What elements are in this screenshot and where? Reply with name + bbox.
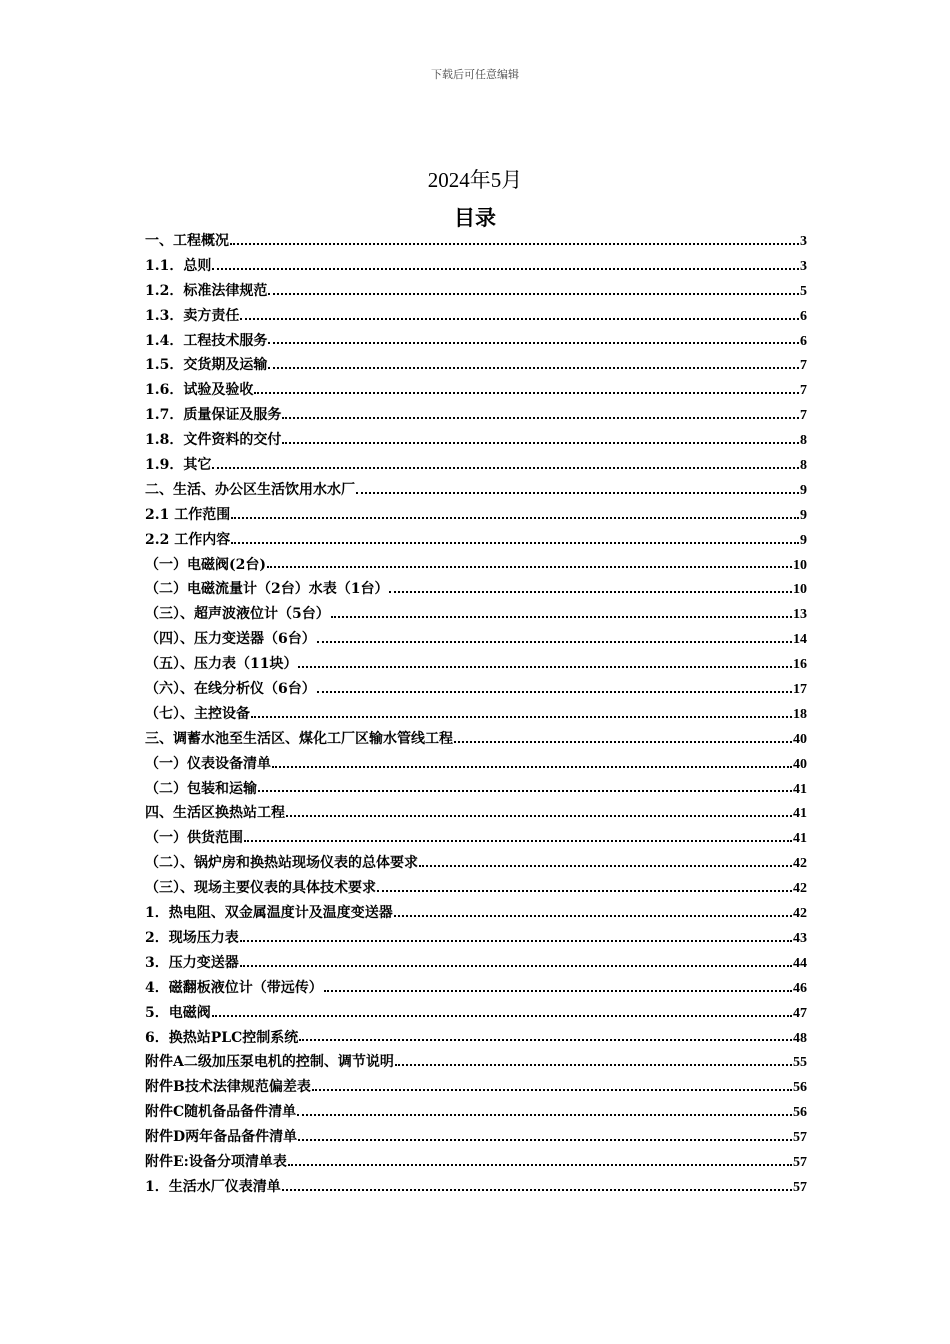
toc-entry-label: 1.4．工程技术服务 — [145, 332, 268, 349]
toc-dot-leader — [268, 341, 799, 344]
toc-entry-label: 四、生活区换热站工程 — [145, 805, 285, 822]
toc-entry-label: 1.1．总则 — [145, 257, 212, 274]
toc-entry[interactable] — [145, 478, 807, 503]
toc-entry-page-number: 41 — [793, 806, 807, 822]
toc-dot-leader — [298, 1138, 792, 1141]
toc-dot-leader — [240, 964, 792, 967]
toc-entry-label: 1．生活水厂仪表清单 — [145, 1178, 281, 1195]
toc-entry-page-number: 47 — [793, 1005, 807, 1021]
toc-entry-page-number: 10 — [793, 557, 807, 573]
toc-entry-page-number: 42 — [793, 881, 807, 897]
toc-entry-label: 1.9．其它 — [145, 457, 212, 474]
toc-entry-label: 二、生活、办公区生活饮用水水厂 — [145, 481, 355, 498]
toc-dot-leader — [389, 590, 792, 593]
toc-entry-page-number: 55 — [793, 1055, 807, 1071]
toc-entry[interactable] — [145, 428, 807, 453]
toc-entry-label: （一）仪表设备清单 — [145, 755, 271, 772]
toc-entry-label: （二）、锅炉房和换热站现场仪表的总体要求 — [145, 855, 418, 872]
toc-dot-leader — [297, 1113, 792, 1116]
toc-entry-label: （六）、在线分析仪（6台） — [145, 681, 316, 698]
toc-dot-leader — [356, 491, 799, 494]
toc-dot-leader — [288, 1163, 792, 1166]
toc-entry-label: （二）电磁流量计（2台）水表（1台） — [145, 581, 389, 598]
toc-dot-leader — [244, 839, 792, 842]
toc-entry-page-number: 41 — [793, 831, 807, 847]
toc-entry-label: 6．换热站PLC控制系统 — [145, 1029, 299, 1046]
toc-entry-page-number: 16 — [793, 657, 807, 673]
toc-entry[interactable] — [145, 602, 807, 627]
toc-entry[interactable] — [145, 1175, 807, 1200]
toc-entry[interactable] — [145, 353, 807, 378]
toc-dot-leader — [286, 814, 792, 817]
toc-entry-page-number: 10 — [793, 582, 807, 598]
toc-entry-label: （一）供货范围 — [145, 830, 243, 847]
toc-entry[interactable] — [145, 304, 807, 329]
toc-dot-leader — [251, 715, 792, 718]
toc-entry[interactable] — [145, 976, 807, 1001]
toc-entry[interactable] — [145, 577, 807, 602]
toc-entry[interactable] — [145, 403, 807, 428]
toc-entry-page-number: 9 — [800, 507, 807, 523]
toc-entry-page-number: 17 — [793, 682, 807, 698]
toc-entry[interactable] — [145, 329, 807, 354]
toc-dot-leader — [212, 466, 799, 469]
toc-dot-leader — [324, 989, 792, 992]
toc-entry[interactable] — [145, 627, 807, 652]
toc-entry-label: 1．热电阻、双金属温度计及温度变送器 — [145, 905, 393, 922]
toc-entry[interactable] — [145, 926, 807, 951]
document-date: 2024年5月 — [427, 168, 523, 192]
toc-dot-leader — [268, 292, 799, 295]
toc-dot-leader — [299, 1038, 792, 1041]
toc-entry-label: （一）电磁阀(2台) — [145, 556, 266, 573]
toc-entry-page-number: 57 — [793, 1154, 807, 1170]
toc-dot-leader — [282, 441, 799, 444]
toc-entry[interactable] — [145, 901, 807, 926]
toc-entry-label: 附件D两年备品备件清单 — [145, 1129, 298, 1146]
toc-entry[interactable] — [145, 1001, 807, 1026]
toc-entry-page-number: 7 — [800, 358, 807, 374]
toc-entry-label: 附件C随机备品备件清单 — [145, 1104, 297, 1121]
toc-entry[interactable] — [145, 1026, 807, 1051]
toc-entry[interactable] — [145, 1100, 807, 1125]
toc-entry-page-number: 7 — [800, 408, 807, 424]
toc-entry-page-number: 48 — [793, 1030, 807, 1046]
toc-entry[interactable] — [145, 453, 807, 478]
toc-entry-label: 3．压力变送器 — [145, 954, 239, 971]
toc-dot-leader — [212, 1014, 792, 1017]
toc-entry-page-number: 3 — [800, 258, 807, 274]
toc-entry-label: 2．现场压力表 — [145, 929, 239, 946]
toc-entry-page-number: 7 — [800, 383, 807, 399]
toc-dot-leader — [268, 366, 799, 369]
toc-entry[interactable] — [145, 1075, 807, 1100]
toc-dot-leader — [231, 516, 799, 519]
toc-dot-leader — [394, 914, 792, 917]
toc-entry-page-number: 40 — [793, 756, 807, 772]
toc-entry-label: （四）、压力变送器（6台） — [145, 631, 316, 648]
toc-entry[interactable] — [145, 1125, 807, 1150]
toc-dot-leader — [419, 864, 792, 867]
toc-entry[interactable] — [145, 553, 807, 578]
toc-entry[interactable] — [145, 702, 807, 727]
toc-entry-label: 1.8．文件资料的交付 — [145, 432, 282, 449]
toc-entry[interactable] — [145, 503, 807, 528]
toc-entry[interactable] — [145, 378, 807, 403]
toc-dot-leader — [312, 1088, 792, 1091]
toc-entry-page-number: 46 — [793, 980, 807, 996]
toc-dot-leader — [298, 665, 792, 668]
toc-entry-label: 三、调蓄水池至生活区、煤化工厂区输水管线工程 — [145, 730, 453, 747]
toc-entry[interactable] — [145, 528, 807, 553]
toc-entry-label: 1.3．卖方责任 — [145, 307, 240, 324]
toc-entry[interactable] — [145, 279, 807, 304]
toc-entry-page-number: 18 — [793, 706, 807, 722]
toc-entry-label: 附件B技术法律规范偏差表 — [145, 1079, 311, 1096]
toc-dot-leader — [377, 889, 792, 892]
toc-dot-leader — [254, 391, 799, 394]
toc-dot-leader — [282, 416, 799, 419]
toc-entry-label: 5．电磁阀 — [145, 1004, 211, 1021]
toc-entry-label: 4．磁翻板液位计（带远传） — [145, 979, 323, 996]
toc-entry-page-number: 56 — [793, 1080, 807, 1096]
toc-entry-label: （三）、超声波液位计（5台） — [145, 606, 330, 623]
toc-entry-label: （二）包装和运输 — [145, 780, 257, 797]
toc-dot-leader — [240, 317, 799, 320]
toc-entry-page-number: 56 — [793, 1105, 807, 1121]
toc-entry-page-number: 42 — [793, 906, 807, 922]
toc-entry-label: 2.1 工作范围 — [145, 506, 231, 523]
toc-entry-label: （三）、现场主要仪表的具体技术要求 — [145, 880, 376, 897]
toc-entry-page-number: 9 — [800, 482, 807, 498]
toc-entry[interactable] — [145, 229, 807, 254]
toc-entry-page-number: 5 — [800, 283, 807, 299]
toc-entry-page-number: 57 — [793, 1130, 807, 1146]
toc-dot-leader — [454, 740, 792, 743]
toc-entry-page-number: 3 — [800, 234, 807, 249]
toc-dot-leader — [231, 541, 799, 544]
toc-entry-label: （七）、主控设备 — [145, 705, 250, 722]
table-of-contents — [145, 229, 807, 1200]
toc-entry-page-number: 42 — [793, 856, 807, 872]
toc-entry-label: 一、工程概况 — [145, 233, 229, 249]
toc-entry-label: 附件E:设备分项清单表 — [145, 1153, 287, 1170]
toc-entry-label: 附件A二级加压泵电机的控制、调节说明 — [145, 1054, 394, 1071]
toc-dot-leader — [317, 690, 792, 693]
toc-dot-leader — [240, 939, 792, 942]
toc-entry-label: 2.2 工作内容 — [145, 531, 231, 548]
toc-entry-page-number: 43 — [793, 930, 807, 946]
toc-dot-leader — [258, 789, 792, 792]
toc-dot-leader — [282, 1188, 792, 1191]
toc-entry-label: 1.2．标准法律规范 — [145, 282, 268, 299]
toc-dot-leader — [331, 615, 792, 618]
toc-entry-label: （五）、压力表（11块） — [145, 656, 298, 673]
toc-dot-leader — [230, 242, 799, 245]
toc-dot-leader — [317, 640, 792, 643]
toc-entry-page-number: 9 — [800, 532, 807, 548]
toc-entry-page-number: 44 — [793, 955, 807, 971]
toc-entry-page-number: 6 — [800, 308, 807, 324]
toc-entry[interactable] — [145, 777, 807, 802]
toc-dot-leader — [272, 765, 792, 768]
toc-entry-page-number: 41 — [793, 781, 807, 797]
toc-entry-page-number: 40 — [793, 731, 807, 747]
toc-entry[interactable] — [145, 752, 807, 777]
page-header-note: 下载后可任意编辑 — [431, 68, 519, 81]
toc-entry[interactable] — [145, 652, 807, 677]
toc-entry-label: 1.6．试验及验收 — [145, 382, 254, 399]
toc-entry[interactable] — [145, 677, 807, 702]
toc-dot-leader — [212, 267, 799, 270]
toc-entry-label: 1.5．交货期及运输 — [145, 357, 268, 374]
toc-entry[interactable] — [145, 727, 807, 752]
toc-entry-page-number: 8 — [800, 433, 807, 449]
toc-entry-page-number: 57 — [793, 1179, 807, 1195]
toc-dot-leader — [267, 565, 792, 568]
toc-title: 目录 — [454, 206, 496, 230]
toc-entry[interactable] — [145, 951, 807, 976]
toc-entry[interactable] — [145, 1150, 807, 1175]
toc-entry-page-number: 14 — [793, 632, 807, 648]
toc-entry[interactable] — [145, 851, 807, 876]
toc-dot-leader — [395, 1063, 792, 1066]
toc-entry-label: 1.7．质量保证及服务 — [145, 407, 282, 424]
toc-entry[interactable] — [145, 1050, 807, 1075]
toc-entry[interactable] — [145, 801, 807, 826]
toc-entry[interactable] — [145, 876, 807, 901]
toc-entry[interactable] — [145, 254, 807, 279]
toc-entry[interactable] — [145, 826, 807, 851]
toc-entry-page-number: 13 — [793, 607, 807, 623]
toc-entry-page-number: 8 — [800, 458, 807, 474]
toc-entry-page-number: 6 — [800, 333, 807, 349]
